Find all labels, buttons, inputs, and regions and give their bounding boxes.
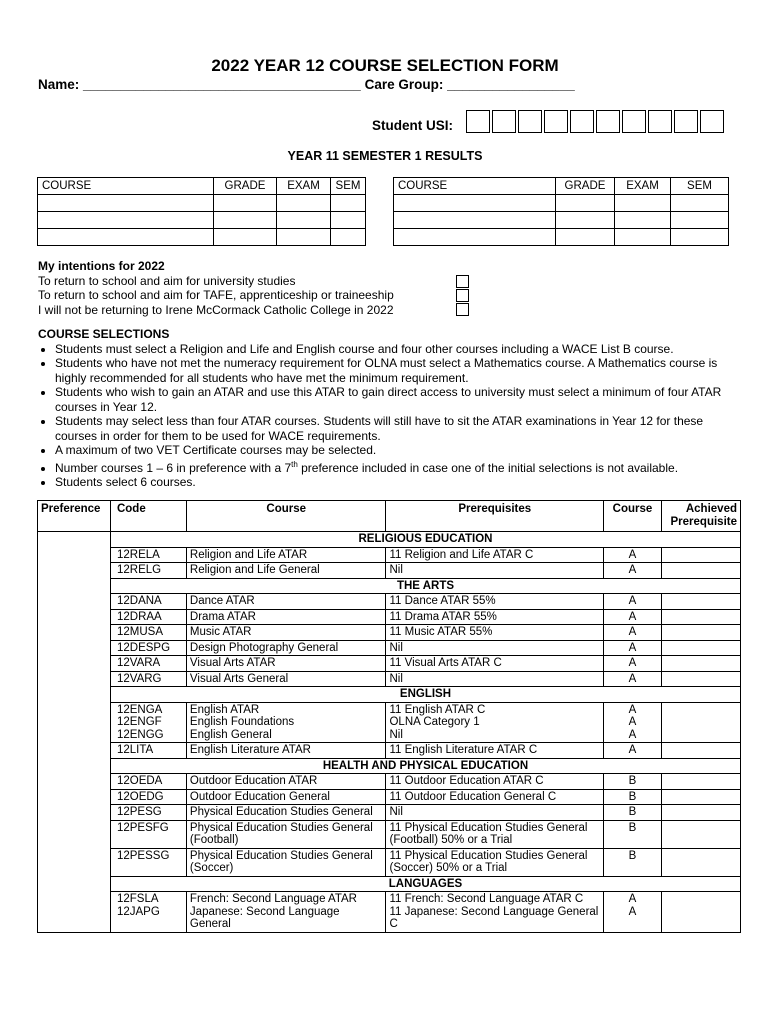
results-cell[interactable] [556,229,615,246]
course-code: 12PESFG [110,820,186,848]
course-name: Outdoor Education ATAR [186,774,386,790]
results-cell[interactable] [671,229,729,246]
course-selections-heading: COURSE SELECTIONS [38,327,170,341]
preference-cell[interactable] [38,774,111,790]
results-cell[interactable] [331,229,366,246]
intentions-heading: My intentions for 2022 [38,259,165,273]
course-code: 12VARG [110,671,186,687]
results-header-sem: SEM [331,178,366,195]
section-heading: ENGLISH [110,687,740,703]
preference-cell[interactable] [38,805,111,821]
achieved-prerequisite-cell[interactable] [661,820,740,848]
usi-digit-box[interactable] [544,110,568,133]
preference-cell[interactable] [38,876,111,892]
form-title: 2022 YEAR 12 COURSE SELECTION FORM [211,56,559,75]
course-row [38,547,741,563]
intention-option-tafe: To return to school and aim for TAFE, apprenticeship or traineeship [38,288,394,302]
results-row [38,212,366,229]
section-row [38,578,741,594]
course-code: 12FSLA 12JAPG [110,892,186,933]
results-header-exam: EXAM [277,178,331,195]
results-header-grade: GRADE [214,178,277,195]
course-name: Physical Education Studies General (Football) [186,820,386,848]
rule-item: • Students who have not met the numeracy requirement for OLNA must select a Mathematics course. A Mathematics course is highly recommended for all students who have met the minimum requirement. [55,356,738,385]
header-course-category: Course [604,501,662,532]
results-row [38,195,366,212]
rule-item: • Students select 6 courses. [55,475,738,490]
name-care-group-line[interactable]: Name: _____________________________________ Care Group: _________________ [38,77,575,92]
results-header-course: COURSE [394,178,556,195]
results-header-exam: EXAM [615,178,671,195]
intention-option-not-returning: I will not be returning to Irene McCormack Catholic College in 2022 [38,302,394,317]
achieved-prerequisite-cell[interactable] [661,640,740,656]
results-cell[interactable] [556,212,615,229]
section-row [38,532,741,548]
course-category: A [604,563,662,579]
course-code: 12PESG [110,805,186,821]
course-name: Religion and Life ATAR [186,547,386,563]
results-row [394,195,729,212]
course-category: A A [604,892,662,933]
course-code: 12RELA [110,547,186,563]
results-row [38,229,366,246]
course-prerequisite: Nil [386,805,604,821]
course-name: Outdoor Education General [186,789,386,805]
preference-cell[interactable] [38,743,111,759]
achieved-prerequisite-cell[interactable] [661,743,740,759]
semester-results-title: YEAR 11 SEMESTER 1 RESULTS [287,149,483,163]
course-code: 12PESSG [110,848,186,876]
achieved-prerequisite-cell[interactable] [661,671,740,687]
course-name: Drama ATAR [186,609,386,625]
rule-item: • Students may select less than four ATAR courses. Students will still have to sit the ATAR examinations in Year 12 for these courses in order for them to be used for WACE requirements. [55,414,738,443]
course-prerequisite: 11 Physical Education Studies General (Soccer) 50% or a Trial [386,848,604,876]
section-row [38,758,741,774]
course-category: A [604,594,662,610]
course-row [38,702,741,743]
course-name: Visual Arts General [186,671,386,687]
course-category: A [604,640,662,656]
section-heading: LANGUAGES [110,876,740,892]
usi-digit-box[interactable] [622,110,646,133]
course-name: Design Photography General [186,640,386,656]
course-category: B [604,774,662,790]
section-heading: RELIGIOUS EDUCATION [110,532,740,548]
course-table-body [38,532,741,933]
results-row [394,229,729,246]
course-row [38,774,741,790]
results-cell[interactable] [214,212,277,229]
preference-cell[interactable] [38,625,111,641]
course-row [38,671,741,687]
results-cell[interactable] [615,195,671,212]
preference-cell[interactable] [38,532,111,548]
results-header-course: COURSE [38,178,214,195]
course-table [37,500,741,933]
achieved-prerequisite-cell[interactable] [661,789,740,805]
course-prerequisite: 11 English Literature ATAR C [386,743,604,759]
not-returning-checkbox[interactable] [456,303,469,316]
preference-cell[interactable] [38,656,111,672]
course-prerequisite: 11 Outdoor Education ATAR C [386,774,604,790]
header-preference: Preference [38,501,111,532]
course-row [38,805,741,821]
achieved-prerequisite-cell[interactable] [661,547,740,563]
section-row [38,876,741,892]
course-row [38,789,741,805]
section-heading: HEALTH AND PHYSICAL EDUCATION [110,758,740,774]
results-cell[interactable] [214,195,277,212]
usi-digit-box[interactable] [570,110,594,133]
preference-cell[interactable] [38,687,111,703]
results-cell[interactable] [671,212,729,229]
results-cell[interactable] [277,195,331,212]
achieved-prerequisite-cell[interactable] [661,805,740,821]
rule-item: • A maximum of two VET Certificate courses may be selected. [55,443,738,458]
course-name: English ATAR English Foundations English General [186,702,386,743]
results-table-right [393,177,729,246]
university-checkbox[interactable] [456,275,469,288]
section-heading: THE ARTS [110,578,740,594]
course-name: Religion and Life General [186,563,386,579]
course-name: Music ATAR [186,625,386,641]
results-cell[interactable] [615,212,671,229]
results-row [394,212,729,229]
course-prerequisite: 11 Dance ATAR 55% [386,594,604,610]
intention-option-university: To return to school and aim for university studies [38,273,296,288]
usi-digit-box[interactable] [674,110,698,133]
preference-cell[interactable] [38,578,111,594]
course-prerequisite: 11 French: Second Language ATAR C 11 Japanese: Second Language General C [386,892,604,933]
course-prerequisite: 11 English ATAR C OLNA Category 1 Nil [386,702,604,743]
rule-item: • Students must select a Religion and Life and English course and four other courses including a WACE List B course. [55,342,738,357]
course-prerequisite: Nil [386,640,604,656]
course-row [38,656,741,672]
results-cell[interactable] [394,212,556,229]
course-prerequisite: 11 Outdoor Education General C [386,789,604,805]
preference-cell[interactable] [38,848,111,876]
course-category: B [604,789,662,805]
course-category: B [604,848,662,876]
results-cell[interactable] [331,212,366,229]
results-cell[interactable] [38,212,214,229]
course-code: 12VARA [110,656,186,672]
course-code: 12OEDG [110,789,186,805]
course-selection-rules [38,342,738,490]
course-prerequisite: Nil [386,563,604,579]
course-prerequisite: 11 Drama ATAR 55% [386,609,604,625]
course-code: 12DESPG [110,640,186,656]
course-category: A [604,625,662,641]
course-prerequisite: 11 Religion and Life ATAR C [386,547,604,563]
results-cell[interactable] [394,229,556,246]
usi-digit-box[interactable] [700,110,724,133]
results-header-sem: SEM [671,178,729,195]
achieved-prerequisite-cell[interactable] [661,594,740,610]
rule-item-preference [55,458,738,476]
header-achieved-prerequisite: Achieved Prerequisite [661,501,740,532]
course-selections-section [38,327,738,490]
course-category: A [604,547,662,563]
achieved-prerequisite-cell[interactable] [661,625,740,641]
preference-cell[interactable] [38,563,111,579]
student-usi-label: Student USI: [372,118,453,133]
achieved-prerequisite-cell[interactable] [661,774,740,790]
pref-text-after: preference included in case one of the initial selections is not available. [297,460,679,475]
course-prerequisite: 11 Music ATAR 55% [386,625,604,641]
course-code: 12MUSA [110,625,186,641]
header-prerequisites: Prerequisites [386,501,604,532]
results-cell[interactable] [394,195,556,212]
preference-cell[interactable] [38,702,111,743]
preference-cell[interactable] [38,789,111,805]
achieved-prerequisite-cell[interactable] [661,702,740,743]
preference-cell[interactable] [38,640,111,656]
header-code: Code [110,501,186,532]
course-code: 12LITA [110,743,186,759]
usi-digit-box[interactable] [492,110,516,133]
course-row [38,820,741,848]
preference-cell[interactable] [38,671,111,687]
course-row [38,743,741,759]
results-table-left [37,177,366,246]
usi-digit-box[interactable] [596,110,620,133]
course-prerequisite: Nil [386,671,604,687]
course-code: 12ENGA 12ENGF 12ENGG [110,702,186,743]
pref-text-before: Number courses 1 – 6 in preference with a 7 [55,460,292,475]
results-header-grade: GRADE [556,178,615,195]
preference-cell[interactable] [38,758,111,774]
course-category: B [604,820,662,848]
rule-item: • Students who wish to gain an ATAR and use this ATAR to gain direct access to university must select a minimum of four ATAR courses in Year 12. [55,385,738,414]
results-cell[interactable] [277,229,331,246]
course-name: Visual Arts ATAR [186,656,386,672]
achieved-prerequisite-cell[interactable] [661,848,740,876]
course-name: Physical Education Studies General (Soccer) [186,848,386,876]
section-row [38,687,741,703]
course-name: English Literature ATAR [186,743,386,759]
results-cell[interactable] [38,229,214,246]
preference-cell[interactable] [38,594,111,610]
course-row [38,594,741,610]
course-row [38,563,741,579]
results-cell[interactable] [556,195,615,212]
results-cell[interactable] [671,195,729,212]
usi-digit-box[interactable] [466,110,490,133]
preference-cell[interactable] [38,820,111,848]
course-name: Physical Education Studies General [186,805,386,821]
course-row [38,892,741,933]
course-code: 12DRAA [110,609,186,625]
course-category: A [604,609,662,625]
results-cell[interactable] [615,229,671,246]
course-row [38,625,741,641]
course-code: 12OEDA [110,774,186,790]
course-code: 12DANA [110,594,186,610]
course-category: A [604,743,662,759]
preference-cell[interactable] [38,609,111,625]
results-cell[interactable] [331,195,366,212]
results-cell[interactable] [214,229,277,246]
course-category: A [604,671,662,687]
achieved-prerequisite-cell[interactable] [661,656,740,672]
course-category: A [604,656,662,672]
course-category: A A A [604,702,662,743]
course-name: Dance ATAR [186,594,386,610]
usi-digit-box[interactable] [518,110,542,133]
achieved-prerequisite-cell[interactable] [661,563,740,579]
achieved-prerequisite-cell[interactable] [661,609,740,625]
course-category: B [604,805,662,821]
course-name: French: Second Language ATAR Japanese: Second Language General [186,892,386,933]
header-course: Course [186,501,386,532]
usi-digit-box[interactable] [648,110,672,133]
course-row [38,609,741,625]
course-code: 12RELG [110,563,186,579]
pref-text-sup: th [291,459,298,469]
course-row [38,848,741,876]
achieved-prerequisite-cell[interactable] [661,892,740,933]
preference-cell[interactable] [38,892,111,933]
course-row [38,640,741,656]
results-cell[interactable] [277,212,331,229]
preference-cell[interactable] [38,547,111,563]
results-cell[interactable] [38,195,214,212]
course-prerequisite: 11 Physical Education Studies General (Football) 50% or a Trial [386,820,604,848]
student-usi-boxes[interactable] [466,110,726,133]
tafe-checkbox[interactable] [456,289,469,302]
course-prerequisite: 11 Visual Arts ATAR C [386,656,604,672]
intentions-section [38,259,394,317]
